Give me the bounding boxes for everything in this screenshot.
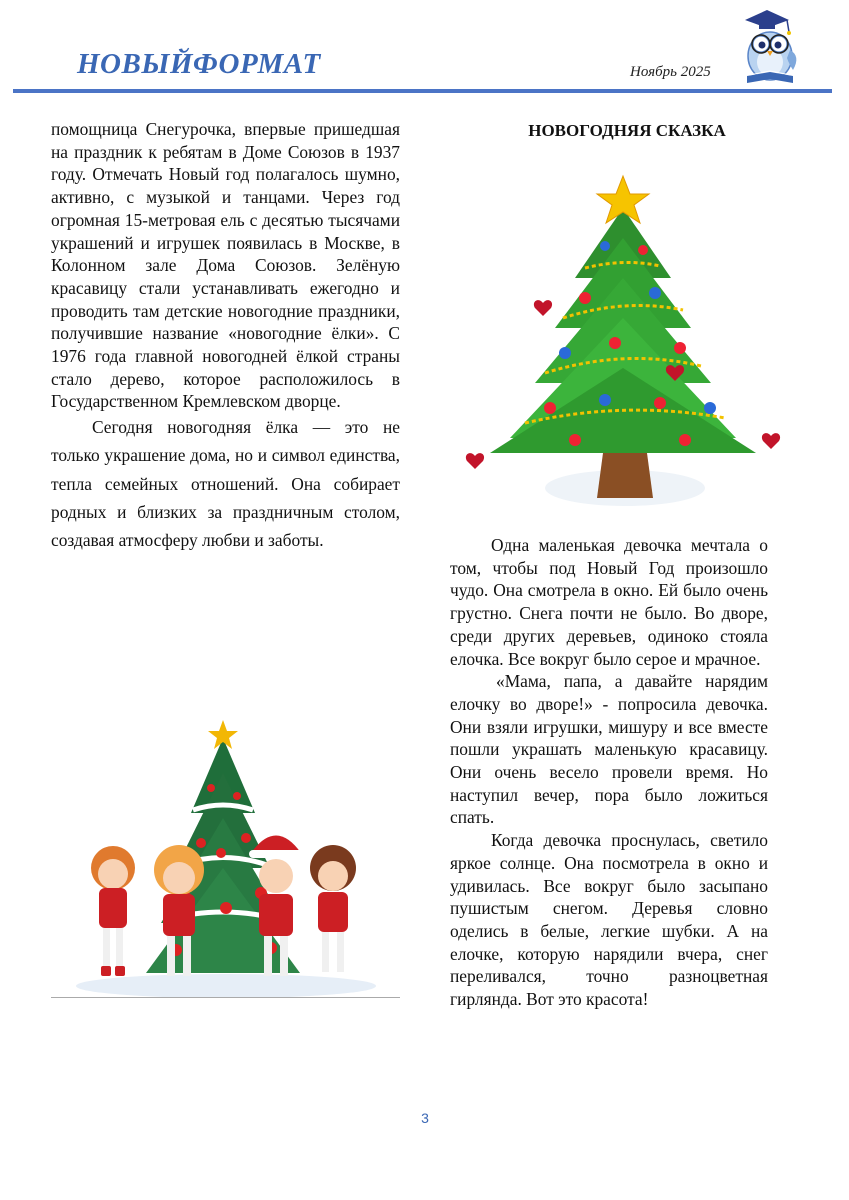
christmas-tree-illustration	[455, 168, 795, 530]
story-paragraph: Одна маленькая девочка мечтала о том, чтобы под Новый Год произошло чудо. Она смотрела в окно. Ей было очень грустно. Снега почти не было. Во дворе, среди других деревьев, одиноко стояла елочка. Все вокруг было серое и мрачное.	[450, 535, 768, 669]
history-paragraph: помощница Снегурочка, впервые пришедшая на праздник к ребятам в Доме Союзов в 1937 году. Отмечать Новый год полагалось шумно, активно, с музыкой и танцами. Через год огромная 15-метровая ель с десятью тысячами украшений и игрушек появилась в Москве, в Колонном зале Дома Союзов. Зелёную красавицу стали устанавливать ежегодно и проводить там детские новогодние праздники, получившие название «новогодние ёлки». С 1976 года главной новогодней ёлкой страны стало дерево, которое расположилось в Государственном Кремлевском дворце.	[51, 119, 400, 412]
children-tree-illustration	[51, 718, 400, 999]
story-title: НОВОГОДНЯЯ СКАЗКА	[528, 121, 726, 140]
story-paragraph: Когда девочка проснулась, светило яркое солнце. Она посмотрела в окно и удивилась. Все вокруг было засыпано пушистым снегом. Деревья словно оделись в белые, легкие шубки. А на елочке, которую нарядили вчера, снег переливался, точно разноцветная гирлянда. Вот это красота!	[450, 830, 768, 1010]
masthead	[0, 0, 849, 96]
owl-icon	[737, 6, 803, 86]
header-rule	[13, 89, 832, 93]
page-number: 3	[421, 1110, 429, 1126]
magazine-title: НОВЫЙФОРМАТ	[77, 48, 321, 80]
issue-date: Ноябрь 2025	[630, 64, 711, 80]
left-column	[51, 118, 400, 554]
symbol-paragraph: Сегодня новогодняя ёлка — это не только украшение дома, но и символ единства, тепла семейных отношений. Она собирает родных и близких за праздничным столом, создавая атмосферу любви и заботы.	[51, 417, 400, 550]
story-paragraph: «Мама, папа, а давайте нарядим елочку во дворе!» - попросила девочка. Они взяли игрушки, мишуру и все вместе пошли украшать маленькую красавицу. Они очень весело провели время. Но наступил вечер, пора было ложиться спать.	[450, 671, 768, 828]
illustration-underline	[51, 997, 400, 998]
story-text	[450, 534, 768, 1011]
